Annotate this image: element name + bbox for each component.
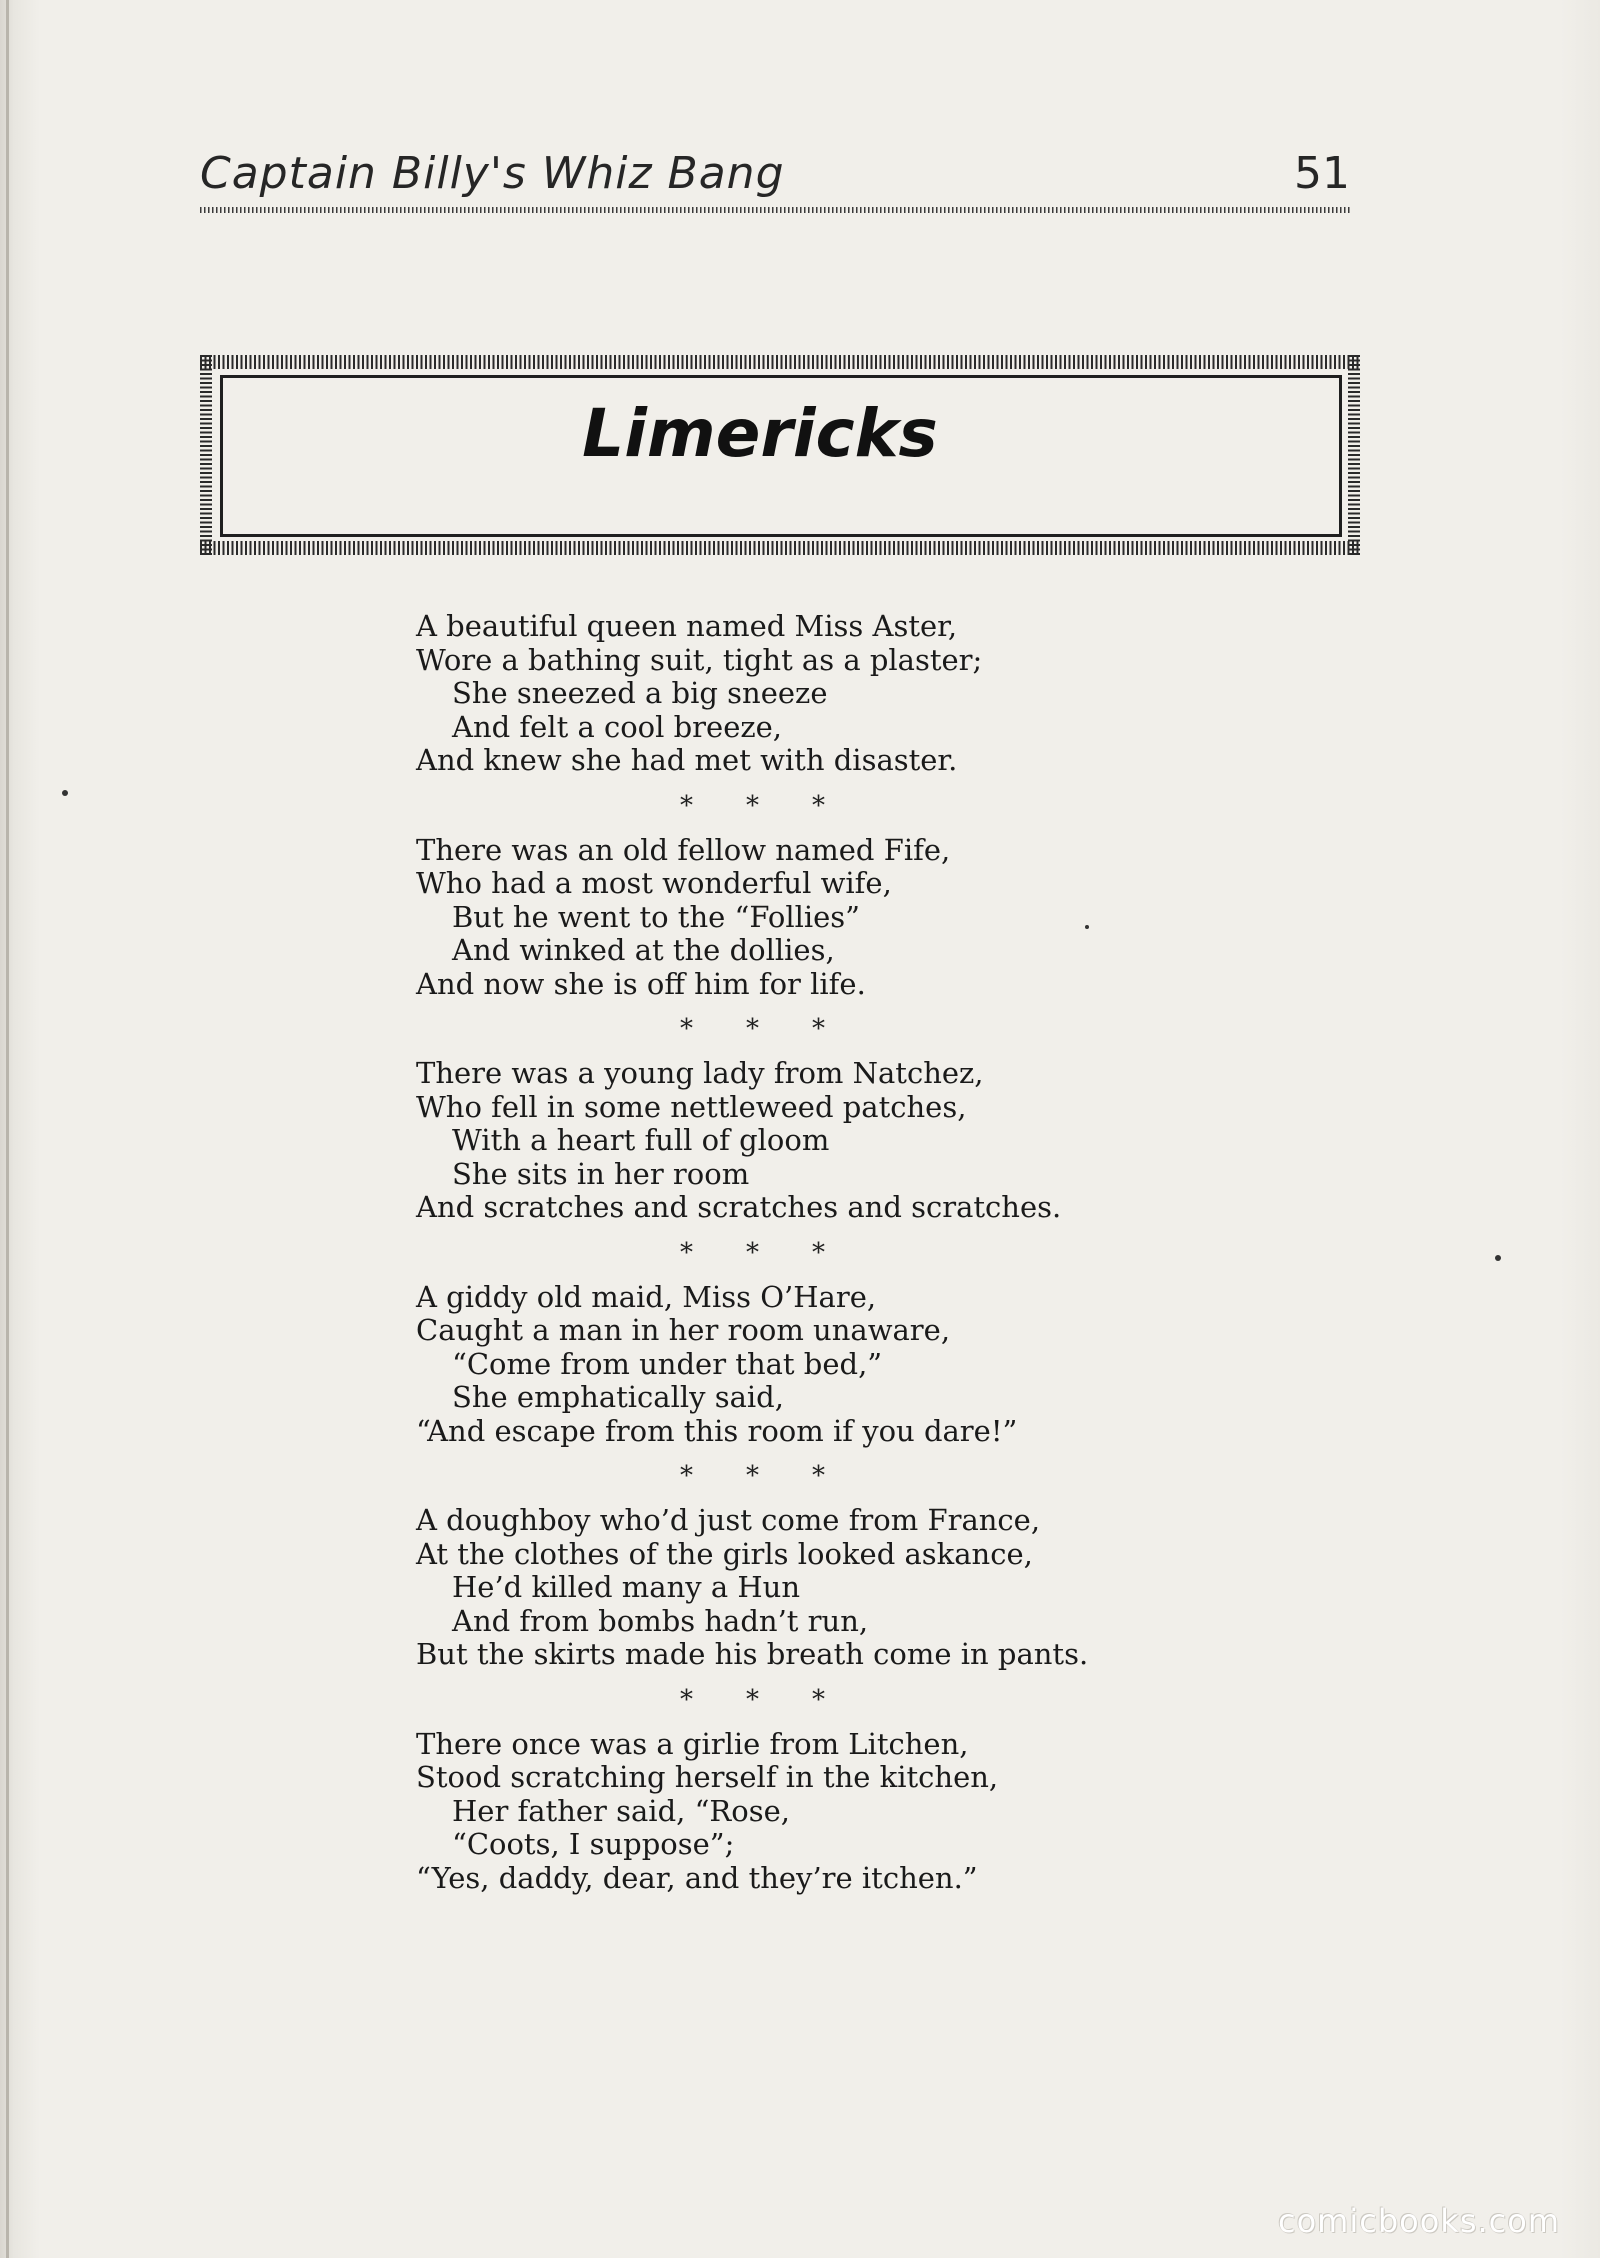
asterisk: * (812, 1684, 825, 1715)
asterisk: * (746, 1684, 759, 1715)
limerick-line: And winked at the dollies, (452, 933, 835, 967)
asterisk: * (746, 1237, 759, 1268)
binding-edge (6, 0, 9, 2258)
title-box-border-right (1348, 355, 1360, 555)
limerick-line: “Yes, daddy, dear, and they’re itchen.” (416, 1860, 978, 1895)
asterisk: * (812, 790, 825, 821)
limerick-line: Stood scratching herself in the kitchen, (416, 1760, 999, 1794)
running-header (200, 148, 1350, 208)
limerick (416, 1281, 1316, 1449)
limerick (416, 1057, 1316, 1225)
limerick (416, 1728, 1316, 1896)
asterisk-separator (416, 1225, 1316, 1281)
asterisk-separator (416, 1672, 1316, 1728)
limerick-line: But the skirts made his breath come in pants. (416, 1637, 1089, 1671)
limerick-line: “And escape from this room if you dare!” (416, 1413, 1018, 1448)
asterisk-separator (416, 1448, 1316, 1504)
limerick-line: She sits in her room (452, 1156, 750, 1191)
paper-speck (1495, 1255, 1501, 1261)
title-box (200, 355, 1360, 555)
limerick-line: Wore a bathing suit, tight as a plaster; (416, 642, 983, 677)
limerick-line: A doughboy who’d just come from France, (416, 1503, 1041, 1537)
asterisk: * (812, 1461, 825, 1491)
limerick-line: A beautiful queen named Miss Aster, (416, 609, 958, 643)
asterisk-separator (416, 778, 1316, 834)
limerick (416, 834, 1316, 1002)
limerick-line: Who had a most wonderful wife, (416, 866, 892, 900)
limerick-line: There was a young lady from Natchez, (416, 1056, 984, 1090)
header-rule (200, 207, 1350, 213)
asterisk-separator (416, 1001, 1316, 1057)
title-box-border-bottom (200, 541, 1360, 555)
paper-speck (62, 790, 68, 796)
asterisk: * (680, 790, 693, 821)
asterisk: * (746, 1461, 759, 1491)
page-number: 51 (1294, 148, 1350, 199)
magazine-title: Captain Billy's Whiz Bang (200, 148, 785, 199)
limerick-line: There once was a girlie from Litchen, (416, 1726, 969, 1761)
limerick-line: And from bombs hadn’t run, (452, 1603, 869, 1638)
limerick (416, 1504, 1316, 1672)
section-title: Limericks (582, 395, 938, 472)
watermark: comicbooks.com (1277, 2202, 1560, 2240)
asterisk: * (680, 1461, 693, 1491)
title-box-border-top (200, 355, 1360, 369)
limerick-line: There was an old fellow named Fife, (416, 832, 951, 867)
limerick-line: With a heart full of gloom (452, 1123, 830, 1157)
limerick-line: “Coots, I suppose”; (452, 1827, 735, 1861)
limerick-line: Who fell in some nettleweed patches, (416, 1089, 967, 1124)
asterisk: * (680, 1014, 693, 1044)
limerick-line: At the clothes of the girls looked askance, (416, 1536, 1033, 1571)
limerick (416, 610, 1316, 778)
paper-speck (1085, 925, 1089, 929)
asterisk: * (746, 1014, 759, 1044)
asterisk: * (746, 790, 759, 821)
limerick-line: But he went to the “Follies” (452, 899, 861, 934)
limerick-line: And knew she had met with disaster. (416, 743, 958, 777)
limerick-line: She sneezed a big sneeze (452, 676, 828, 710)
limerick-line: Caught a man in her room unaware, (416, 1313, 951, 1347)
limerick-line: “Come from under that bed,” (452, 1346, 883, 1381)
limerick-line: And now she is off him for life. (416, 966, 866, 1001)
limerick-line: And scratches and scratches and scratches. (416, 1190, 1062, 1224)
asterisk: * (680, 1684, 693, 1715)
limericks-column (416, 610, 1316, 1895)
limerick-line: He’d killed many a Hun (452, 1570, 801, 1604)
limerick-line: A giddy old maid, Miss O’Hare, (416, 1279, 877, 1314)
limerick-line: Her father said, “Rose, (452, 1793, 790, 1828)
asterisk: * (812, 1014, 825, 1044)
limerick-line: She emphatically said, (452, 1380, 784, 1414)
asterisk: * (812, 1237, 825, 1268)
asterisk: * (680, 1237, 693, 1268)
limerick-line: And felt a cool breeze, (452, 709, 783, 744)
